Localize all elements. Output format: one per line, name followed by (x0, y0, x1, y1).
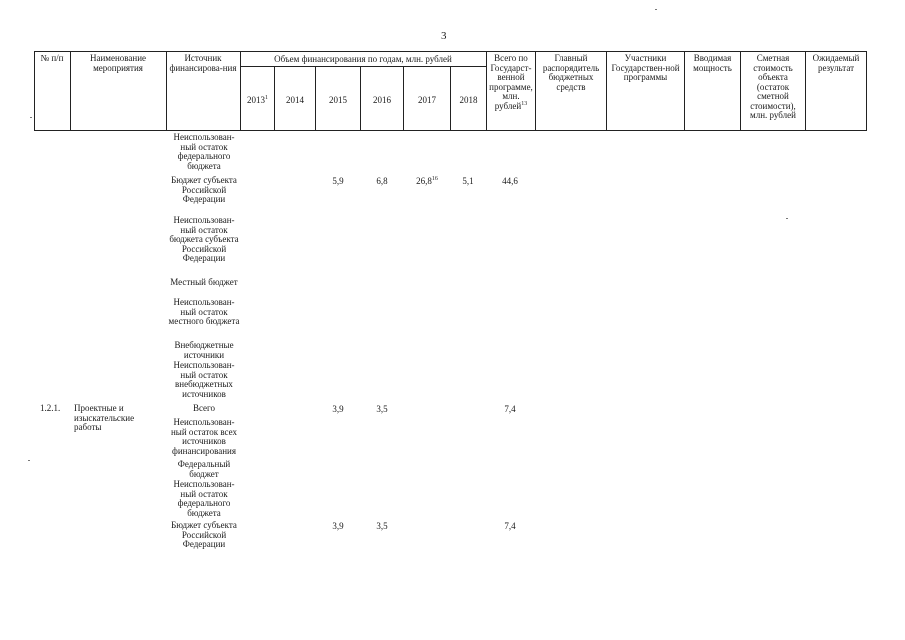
activity-name: Проектные и изыскательские работы (74, 403, 135, 432)
source-cell: Бюджет субъекта Российской Федерации (171, 175, 237, 204)
source-cell: Неиспользован-ный остаток бюджета субъекта Российской Федерации (169, 215, 239, 263)
value-2016: 6,8 (376, 176, 388, 186)
col-border (606, 51, 607, 131)
year-header-2018: 2018 (459, 95, 478, 105)
col-border (740, 51, 741, 131)
source-cell: Неиспользован-ный остаток местного бюджета (168, 297, 240, 326)
col-result-header: Ожидаемый результат (812, 53, 860, 73)
col-border (34, 51, 35, 131)
col-border (240, 51, 241, 131)
source-cell: Неиспользован-ный остаток федерального бюджета (173, 132, 235, 171)
scan-speck (655, 9, 657, 10)
col-number-header: № п/п (40, 53, 64, 63)
value-2015: 3,9 (332, 521, 344, 531)
source-cell: Внебюджетные источники (174, 340, 234, 360)
col-name-header: Наименование мероприятия (89, 53, 147, 73)
scan-speck (30, 117, 32, 118)
value-total: 7,4 (504, 521, 516, 531)
year-header-2015: 2015 (329, 95, 347, 105)
source-cell: Местный бюджет (170, 277, 238, 287)
year-header-2017: 2017 (418, 95, 436, 105)
row-number: 1.2.1. (40, 403, 61, 413)
value-2016: 3,5 (376, 521, 388, 531)
col-border (486, 51, 487, 131)
col-border (166, 51, 167, 131)
value-2016: 3,5 (376, 404, 388, 414)
source-cell: Всего (192, 403, 216, 413)
col-funding-header: Объем финансирования по годам, млн. рублей (274, 54, 452, 64)
col-source-header: Источник финансирова-ния (169, 53, 237, 73)
year-header-2014: 2014 (286, 95, 304, 105)
col-border (70, 51, 71, 131)
col-total-header: Всего по Государст-венной программе, млн. рублей$^{13}$ (489, 53, 533, 111)
col-border (684, 51, 685, 131)
value-total: 44,6 (502, 176, 518, 186)
col-border (866, 51, 867, 131)
page-number: 3 (441, 30, 447, 42)
scan-speck (786, 218, 788, 219)
year-header-2013: 2013$^1$ (247, 95, 268, 105)
source-cell: Федеральный бюджет (177, 459, 231, 479)
col-border (805, 51, 806, 131)
year-header-2016: 2016 (373, 95, 391, 105)
source-cell: Неиспользован-ный остаток внебюджетных источников (173, 360, 235, 399)
value-total: 7,4 (504, 404, 516, 414)
scan-speck (28, 460, 30, 461)
col-capacity-header: Вводимая мощность (693, 53, 732, 73)
value-2018: 5,1 (462, 176, 474, 186)
value-2015: 3,9 (332, 404, 344, 414)
source-cell: Бюджет субъекта Российской Федерации (171, 520, 237, 549)
source-cell: Неиспользован-ный остаток федерального бюджета (173, 479, 235, 518)
value-2015: 5,9 (332, 176, 344, 186)
source-cell: Неиспользован-ный остаток всех источников финансирования (170, 417, 238, 456)
col-admin-header: Главный распорядитель бюджетных средств (542, 53, 600, 92)
col-border (535, 51, 536, 131)
col-cost-header: Сметная стоимость объекта (остаток сметной стоимости), млн. рублей (750, 53, 796, 120)
header-top-border (34, 51, 867, 52)
col-participants-header: Участники Государствен-ной программы (611, 53, 680, 82)
value-2017: 26,8$^{16}$ (416, 176, 438, 186)
